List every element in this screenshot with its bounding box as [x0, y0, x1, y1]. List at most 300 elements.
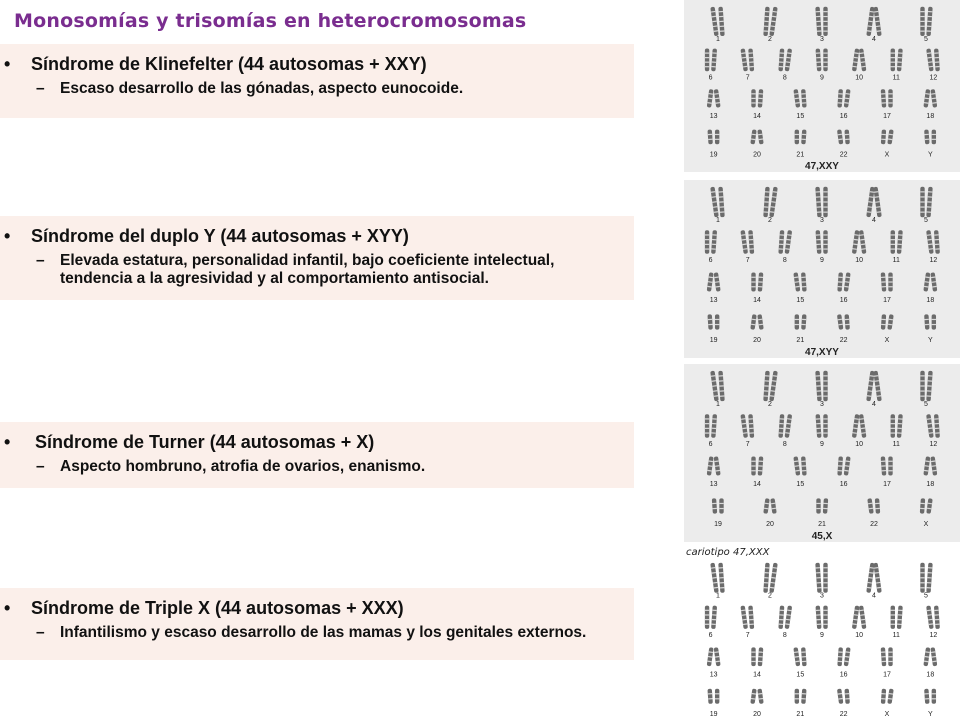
chromosome	[778, 414, 784, 438]
chromosome	[815, 230, 821, 254]
chromosome	[866, 371, 875, 402]
chromosome	[891, 414, 895, 438]
chromosome-label: 10	[855, 632, 864, 640]
chromosome	[844, 647, 851, 666]
chromosome	[920, 498, 925, 513]
bullet-point: •	[4, 432, 11, 452]
chromosome	[793, 456, 800, 475]
chromosome-label: 9	[820, 441, 824, 448]
chromosome	[763, 498, 769, 514]
chromosome	[757, 689, 763, 704]
chromosome	[844, 456, 851, 475]
chromosome	[920, 187, 924, 217]
chromosome-label: 19	[709, 711, 718, 719]
chromosome	[897, 414, 903, 438]
chromosome	[785, 605, 793, 629]
chromosome	[823, 414, 827, 438]
chromosome-label: 21	[796, 151, 805, 159]
chromosome	[740, 414, 748, 438]
chromosome-label: 2	[768, 35, 772, 43]
chromosome-label: 1	[716, 401, 720, 408]
chromosome	[793, 89, 800, 108]
chromosome	[837, 689, 843, 704]
chromosome	[934, 414, 940, 438]
chromosome-label: 10	[855, 441, 864, 448]
chromosome	[932, 130, 936, 145]
chromosome	[926, 48, 934, 71]
chromosome	[758, 89, 764, 108]
syndrome-heading	[0, 54, 624, 75]
karyotype-drawing	[684, 546, 960, 720]
chromosome	[751, 647, 755, 666]
chromosome	[763, 563, 769, 593]
chromosome-label: X	[884, 337, 890, 344]
chromosome	[718, 7, 724, 36]
chromosome	[837, 272, 843, 291]
chromosome	[823, 49, 827, 72]
chromosome	[926, 498, 932, 514]
chromosome	[718, 563, 724, 593]
chromosome	[866, 7, 874, 37]
chromosome	[705, 49, 709, 72]
chromosome	[711, 230, 717, 254]
chromosome	[837, 456, 843, 475]
syndrome-detail-text: Escaso desarrollo de las gónadas, aspecto eunocoide.	[60, 80, 464, 97]
chromosome-label: 16	[839, 671, 848, 679]
chromosome	[801, 647, 807, 666]
karyotype-image-47xyy	[684, 180, 960, 358]
chromosome	[881, 89, 887, 108]
chromosome-label: 13	[709, 297, 718, 304]
chromosome-label: 11	[892, 74, 900, 82]
karyotype-image-45x	[684, 364, 960, 542]
karyotype-drawing	[684, 0, 960, 172]
chromosome-label: 17	[883, 481, 891, 488]
chromosome	[815, 563, 821, 593]
chromosome-label: 20	[753, 337, 761, 344]
chromosome	[758, 647, 764, 666]
chromosome	[924, 314, 929, 329]
chromosome	[930, 272, 937, 291]
chromosome	[793, 647, 800, 666]
chromosome	[740, 605, 748, 629]
chromosome-label: 8	[782, 632, 787, 640]
chromosome-label: 18	[926, 481, 935, 488]
chromosome	[881, 129, 886, 144]
chromosome-label: 9	[820, 74, 824, 82]
chromosome	[897, 606, 903, 630]
chromosome-label: 6	[708, 632, 713, 640]
chromosome	[715, 314, 719, 329]
chromosome-label: 20	[753, 151, 761, 159]
chromosome	[859, 414, 867, 438]
chromosome	[881, 272, 887, 291]
chromosome	[859, 48, 867, 71]
chromosome	[801, 272, 807, 291]
chromosome	[710, 563, 719, 593]
chromosome-label: Y	[927, 711, 933, 719]
chromosome	[867, 498, 873, 514]
chromosome-label: 17	[883, 112, 891, 120]
chromosome	[823, 498, 828, 513]
chromosome	[714, 272, 721, 291]
chromosome	[887, 314, 893, 330]
chromosome	[873, 371, 882, 402]
chromosome	[712, 498, 717, 513]
chromosome-label: 16	[839, 481, 848, 488]
syndrome-detail	[0, 624, 624, 642]
chromosome-label: 11	[892, 441, 900, 448]
chromosome	[852, 605, 860, 629]
chromosome	[837, 129, 843, 144]
chromosome-label: 11	[892, 257, 900, 264]
bullet-point: •	[4, 54, 11, 74]
chromosome	[711, 48, 717, 71]
syndrome-box-triple-x	[0, 588, 634, 660]
chromosome	[758, 456, 764, 475]
chromosome-label: 22	[839, 711, 848, 719]
chromosome	[873, 7, 881, 37]
chromosome	[823, 563, 827, 593]
chromosome	[844, 129, 849, 144]
chromosome	[707, 647, 714, 666]
chromosome	[758, 272, 764, 291]
chromosome	[750, 129, 756, 144]
chromosome	[778, 606, 784, 630]
chromosome	[751, 273, 755, 292]
chromosome-label: 13	[709, 112, 718, 120]
chromosome	[785, 414, 793, 438]
chromosome	[926, 187, 933, 218]
bullet-point: •	[4, 226, 11, 246]
chromosome-label: 3	[820, 401, 824, 408]
chromosome	[714, 456, 721, 475]
chromosome	[926, 230, 934, 254]
chromosome-label: 7	[745, 632, 750, 640]
syndrome-detail	[0, 458, 624, 476]
chromosome	[763, 187, 770, 218]
chromosome-label: 4	[872, 401, 876, 408]
karyotype-caption: 45,X	[811, 531, 833, 542]
chromosome	[866, 187, 875, 218]
chromosome-label: 7	[745, 441, 750, 448]
chromosome-label: 17	[883, 297, 891, 304]
chromosome	[751, 457, 755, 476]
chromosome-label: 6	[708, 74, 713, 82]
chromosome	[926, 563, 932, 593]
syndrome-detail	[0, 80, 624, 98]
chromosome	[816, 498, 820, 513]
chromosome	[924, 689, 929, 704]
chromosome	[801, 129, 806, 144]
slide-title: Monosomías y trisomías en heterocromosomas	[14, 10, 527, 32]
chromosome-label: 10	[855, 257, 864, 264]
chromosome	[859, 230, 867, 254]
chromosome	[750, 314, 756, 330]
chromosome-label: 6	[708, 441, 713, 448]
chromosome	[891, 606, 895, 629]
dash-point: –	[36, 80, 45, 97]
chromosome	[719, 498, 723, 513]
chromosome-label: 5	[924, 592, 928, 600]
chromosome	[920, 371, 924, 401]
chromosome	[748, 606, 754, 630]
chromosome-label: 20	[766, 521, 774, 528]
karyotype-drawing	[684, 364, 960, 542]
chromosome-label: 7	[745, 257, 750, 264]
chromosome-label: 12	[929, 257, 938, 264]
syndrome-detail	[0, 252, 624, 288]
chromosome	[815, 187, 822, 218]
chromosome-label: 3	[820, 592, 824, 600]
chromosome	[881, 456, 887, 475]
chromosome	[888, 647, 892, 666]
chromosome-label: 22	[839, 151, 848, 159]
chromosome-label: 15	[796, 297, 805, 304]
chromosome	[844, 89, 851, 108]
chromosome-label: 22	[870, 521, 878, 528]
chromosome	[888, 273, 892, 292]
chromosome	[887, 129, 893, 144]
chromosome-label: 15	[796, 671, 805, 679]
chromosome-label: 14	[753, 671, 761, 679]
chromosome-label: 10	[855, 74, 864, 82]
chromosome-label: X	[923, 521, 929, 528]
dash-point: –	[36, 458, 45, 475]
syndrome-box-turner	[0, 422, 634, 488]
chromosome	[844, 272, 851, 291]
chromosome	[740, 230, 748, 254]
chromosome	[934, 230, 940, 254]
chromosome	[785, 230, 793, 254]
chromosome	[934, 48, 940, 71]
chromosome	[930, 647, 937, 666]
dash-point: –	[36, 624, 45, 641]
chromosome	[859, 605, 867, 629]
chromosome	[715, 689, 719, 704]
karyotype-image-47xxy	[684, 0, 960, 172]
dash-point: –	[36, 252, 45, 269]
chromosome	[751, 89, 755, 107]
syndrome-box-klinefelter	[0, 44, 634, 118]
chromosome	[837, 314, 843, 330]
chromosome	[769, 371, 778, 402]
chromosome	[801, 456, 807, 475]
chromosome	[778, 48, 784, 71]
chromosome-label: 11	[892, 632, 900, 640]
chromosome	[932, 314, 936, 329]
chromosome-label: 20	[753, 711, 761, 719]
chromosome	[852, 230, 860, 254]
chromosome	[823, 7, 827, 36]
syndrome-detail-text: Infantilismo y escaso desarrollo de las mamas y los genitales externos.	[60, 624, 587, 641]
chromosome	[769, 7, 777, 37]
chromosome	[926, 605, 934, 629]
karyotype-caption: 47,XXY	[805, 161, 839, 172]
karyotype-caption: 47,XYY	[805, 347, 839, 358]
chromosome-label: 19	[714, 521, 722, 528]
chromosome-label: 9	[820, 257, 824, 264]
chromosome	[770, 498, 776, 514]
syndrome-detail-text: Elevada estatura, personalidad infantil, bajo coeficiente intelectual, tendencia a la agresividad y al comportamiento antisocial.	[60, 252, 555, 287]
chromosome-label: 21	[818, 521, 826, 528]
chromosome	[714, 647, 721, 666]
chromosome	[763, 371, 770, 402]
chromosome	[932, 689, 936, 704]
chromosome-label: 21	[796, 337, 805, 344]
chromosome	[715, 130, 719, 145]
chromosome	[873, 563, 882, 593]
chromosome-label: 1	[716, 592, 720, 600]
chromosome	[881, 689, 886, 704]
chromosome	[815, 414, 821, 438]
syndrome-heading-text: Síndrome de Klinefelter (44 autosomas + XXY)	[31, 54, 427, 74]
chromosome	[707, 456, 714, 475]
chromosome-label: 3	[820, 35, 824, 43]
chromosome	[897, 230, 903, 254]
chromosome	[837, 89, 843, 108]
chromosome	[793, 272, 800, 291]
chromosome	[891, 230, 895, 254]
chromosome	[757, 314, 763, 330]
chromosome	[823, 230, 827, 254]
chromosome	[926, 414, 934, 438]
chromosome-label: 2	[768, 401, 772, 408]
chromosome	[705, 606, 709, 629]
chromosome	[923, 89, 930, 108]
chromosome	[718, 187, 725, 218]
chromosome-label: 18	[926, 671, 935, 679]
chromosome	[748, 414, 754, 438]
karyotype-drawing	[684, 180, 960, 358]
karyotype-heading: cariotipo 47,XXX	[686, 547, 770, 558]
chromosome-label: 6	[708, 257, 713, 264]
bullet-point: •	[4, 598, 11, 618]
chromosome-label: 8	[782, 441, 787, 448]
chromosome-label: 15	[796, 481, 805, 488]
chromosome	[881, 314, 886, 329]
chromosome	[923, 456, 930, 475]
chromosome-label: 12	[929, 74, 938, 82]
chromosome-label: Y	[927, 337, 933, 344]
chromosome-label: 14	[753, 297, 761, 304]
chromosome	[718, 371, 725, 402]
chromosome-label: 4	[872, 592, 876, 600]
chromosome-label: 13	[709, 671, 718, 679]
chromosome	[887, 689, 893, 704]
chromosome-label: 14	[753, 112, 761, 120]
chromosome-label: 17	[883, 671, 891, 679]
chromosome	[714, 89, 721, 108]
chromosome	[823, 371, 827, 401]
chromosome-label: Y	[927, 151, 933, 159]
chromosome-label: 22	[839, 337, 848, 344]
chromosome-label: 12	[929, 441, 938, 448]
chromosome-label: 19	[709, 337, 718, 344]
chromosome	[711, 606, 717, 630]
chromosome-label: 21	[796, 711, 805, 719]
chromosome-label: 5	[924, 401, 928, 408]
chromosome-label: 7	[745, 74, 750, 82]
chromosome-label: 16	[839, 297, 848, 304]
chromosome	[852, 48, 860, 71]
karyotype-image-47xxx	[684, 546, 960, 720]
chromosome-label: 14	[753, 481, 761, 488]
chromosome	[795, 314, 799, 329]
chromosome-label: 18	[926, 297, 935, 304]
chromosome	[930, 456, 937, 475]
chromosome	[891, 49, 895, 72]
syndrome-heading-text: Síndrome del duplo Y (44 autosomas + XYY)	[31, 226, 409, 246]
chromosome	[711, 414, 717, 438]
chromosome	[815, 7, 821, 36]
chromosome	[710, 371, 719, 402]
chromosome	[778, 230, 784, 254]
syndrome-detail-text: Aspecto hombruno, atrofia de ovarios, enanismo.	[60, 458, 426, 475]
chromosome	[926, 371, 933, 402]
chromosome-label: 4	[872, 35, 876, 43]
chromosome	[816, 48, 822, 71]
chromosome-label: 1	[716, 35, 720, 43]
chromosome	[815, 371, 822, 402]
chromosome	[769, 187, 778, 218]
chromosome	[785, 48, 793, 71]
chromosome	[875, 498, 880, 513]
chromosome	[920, 7, 924, 36]
chromosome-label: 15	[796, 112, 805, 120]
chromosome	[750, 689, 756, 704]
chromosome-label: 2	[768, 217, 772, 224]
chromosome	[823, 606, 827, 629]
chromosome-label: 8	[782, 257, 787, 264]
chromosome-label: 4	[872, 217, 876, 224]
chromosome	[823, 187, 827, 217]
chromosome	[934, 606, 940, 630]
chromosome-label: 3	[820, 217, 824, 224]
syndrome-heading	[0, 598, 624, 619]
chromosome	[795, 689, 799, 704]
chromosome	[924, 129, 929, 144]
chromosome	[707, 129, 712, 144]
chromosome	[710, 187, 719, 218]
chromosome	[844, 314, 849, 329]
chromosome	[801, 689, 806, 704]
chromosome	[873, 187, 882, 218]
chromosome	[801, 89, 807, 108]
chromosome	[769, 563, 778, 593]
chromosome-label: 16	[839, 112, 848, 120]
syndrome-box-duplo-y	[0, 216, 634, 300]
chromosome-label: 5	[924, 35, 928, 43]
chromosome	[801, 314, 806, 329]
chromosome-label: 8	[782, 74, 787, 82]
chromosome	[881, 647, 887, 666]
chromosome	[707, 272, 714, 291]
chromosome	[923, 272, 930, 291]
chromosome	[705, 414, 709, 438]
chromosome	[920, 563, 924, 593]
chromosome	[844, 689, 849, 704]
chromosome	[852, 414, 860, 438]
chromosome	[710, 7, 718, 37]
chromosome	[705, 230, 709, 254]
syndrome-heading	[0, 226, 624, 247]
chromosome-label: X	[884, 151, 890, 159]
chromosome	[707, 314, 712, 329]
syndrome-heading-text: Síndrome de Triple X (44 autosomas + XXX)	[31, 598, 404, 618]
chromosome	[897, 48, 903, 71]
syndrome-heading-text: Síndrome de Turner (44 autosomas + X)	[35, 432, 375, 452]
